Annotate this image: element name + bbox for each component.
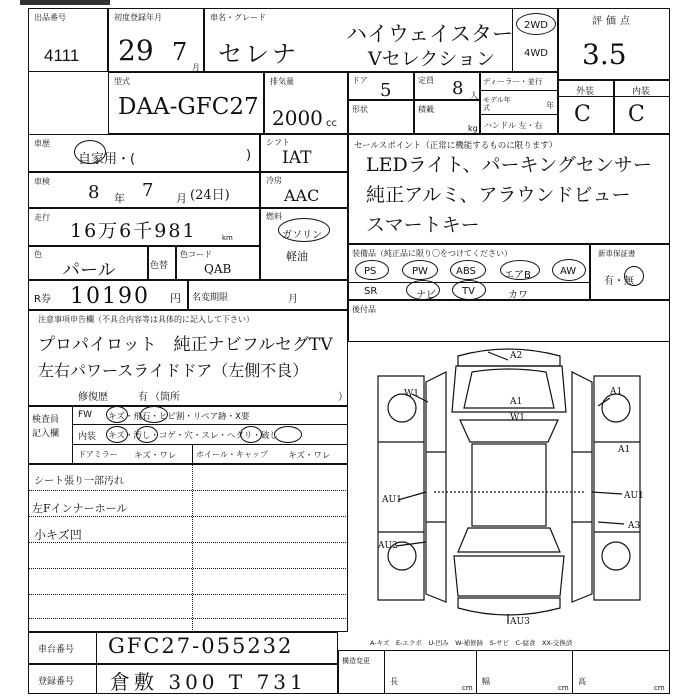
kg-unit: kg <box>468 124 478 133</box>
equip-pw: PW <box>412 266 428 277</box>
shift-label: シフト <box>266 138 290 147</box>
inspector-label1: 検査員 <box>32 415 60 425</box>
leader-au1-right <box>592 492 622 494</box>
exterior-value: C <box>574 102 591 127</box>
note-rule <box>28 618 348 619</box>
capacity-label: 定員 <box>418 76 434 85</box>
sales-line3: スマートキー <box>366 214 480 236</box>
equipment-header: 装備品（純正品に限り〇をつけてください） <box>352 249 512 258</box>
mark-a1-hood: A1 <box>510 397 523 407</box>
mark-a2: A2 <box>510 351 523 361</box>
fw-scratch-circle <box>106 406 128 423</box>
aircon-value: AAC <box>284 186 320 205</box>
equip-navi: ナビ <box>416 290 436 301</box>
displacement-label: 排気量 <box>270 77 294 86</box>
hood-inner <box>464 369 554 408</box>
notes-header: 注意事項申告欄（不具合内容等は具体的に記入して下さい） <box>38 315 254 324</box>
leader-au1-left <box>398 492 426 500</box>
equip-abs-circle <box>450 260 486 280</box>
interior-label: 内装 <box>632 87 651 97</box>
equip-leather: カワ <box>508 290 528 301</box>
structure-box <box>338 650 670 694</box>
dealer-label: ディーラー・並行 <box>483 77 543 86</box>
car-name: セレナ <box>218 40 299 68</box>
left-side <box>426 372 446 602</box>
inspector-row-wheel-text: キズ・ワレ <box>288 451 331 461</box>
size-cm2: cm <box>558 684 569 692</box>
type-value: DAA-GFC27 <box>118 94 259 120</box>
note-rule <box>28 516 348 517</box>
front-bumper <box>458 349 560 366</box>
mark-a1-right-front: A1 <box>610 387 623 397</box>
right-profile <box>594 376 640 600</box>
sales-header: セールスポイント（正常に機能するものに限ります） <box>354 141 558 151</box>
interior-dirt-circle <box>136 426 158 443</box>
roof <box>472 444 546 526</box>
fuel-gas: ガソリン <box>282 230 322 241</box>
km-unit: km <box>222 234 233 242</box>
fuel-diesel: 軽油 <box>286 250 308 263</box>
grade-line2: Vセレクション <box>368 48 495 70</box>
first-reg-label: 初度登録年月 <box>114 13 162 22</box>
history-value: 自家用・( <box>78 152 136 167</box>
sales-line2: 純正アルミ、アラウンドビュー <box>366 184 631 206</box>
exterior-label: 外装 <box>576 87 595 97</box>
drive-2wd: 2WD <box>524 20 548 31</box>
cc-unit: cc <box>326 118 337 129</box>
score-label: 評価点 <box>592 16 634 27</box>
shape-label: 形状 <box>352 105 368 114</box>
equip-pw-circle <box>402 260 438 280</box>
structure-divider3 <box>572 650 573 694</box>
equip-airbag: エアB <box>504 270 531 281</box>
rear-window <box>458 528 560 552</box>
inspector-mid-divider <box>192 444 193 464</box>
inspector-row-interior-label: 内装 <box>78 432 97 442</box>
history-circle <box>74 140 106 164</box>
aircon-label: 冷房 <box>266 176 282 185</box>
inspector-row-wheel-label: ホイール・キャップ <box>196 450 268 459</box>
sales-line1: LEDライト、パーキングセンサー <box>366 154 652 176</box>
note-rule <box>28 594 348 595</box>
drive-4wd: 4WD <box>524 48 548 59</box>
dealer-divider <box>480 90 558 91</box>
right-side <box>572 372 592 602</box>
frame-label: 車台番号 <box>38 645 75 655</box>
car-diagram <box>348 342 670 634</box>
displacement-value: 2000 <box>272 106 323 130</box>
recycle-value: 10190 <box>70 284 150 309</box>
post-fit-box <box>348 300 670 342</box>
year-divider <box>480 114 558 115</box>
corner-mark <box>20 0 110 5</box>
notes-line1: プロパイロット 純正ナビフルセグTV <box>38 335 333 355</box>
mileage-value: 16万6千981 <box>70 220 197 242</box>
warranty-circle <box>624 266 644 286</box>
equip-sr: SR <box>364 286 378 297</box>
repair-location: （箇所 <box>150 392 180 403</box>
first-reg-month-unit: 月 <box>192 63 200 72</box>
rear-hatch <box>454 556 564 596</box>
structure-label: 構造変更 <box>342 657 370 665</box>
equip-navi-circle <box>406 280 440 300</box>
color-label: 色 <box>34 250 42 259</box>
diagram-legend: A-キズ E-エクボ U-凹み W-補修跡 S-サビ C-腐食 XX-交換済 <box>370 639 573 647</box>
mark-w1-hood: W1 <box>510 413 525 423</box>
mark-au1-left: AU1 <box>382 495 402 505</box>
mark-a3: A3 <box>628 521 641 531</box>
inspector-row-mirror-label: ドアミラー <box>78 450 118 459</box>
capacity-value: 8 <box>452 78 464 99</box>
wheel-front-right <box>602 394 630 422</box>
type-label: 型式 <box>114 77 130 86</box>
grade-line1: ハイウェイスター <box>346 22 513 46</box>
inspector-row-line2 <box>72 444 348 445</box>
model-year-label: モデル年式 <box>483 96 511 112</box>
repair-label: 修復歴 <box>78 392 108 403</box>
lot-label: 出品番号 <box>34 13 66 22</box>
equip-airbag-circle <box>500 260 540 280</box>
mark-au1-right: AU1 <box>624 491 644 501</box>
name-change-label: 名変期限 <box>192 293 229 303</box>
structure-divider1 <box>384 650 385 694</box>
hood <box>452 366 566 412</box>
fuel-label: 燃料 <box>266 212 282 221</box>
inspection-year-unit: 年 <box>114 192 125 205</box>
equip-tv-circle <box>452 280 486 300</box>
note-col-divider <box>192 464 193 632</box>
inspector-col-divider <box>72 406 73 464</box>
history-box <box>28 134 260 172</box>
inspector-label2: 記入欄 <box>32 429 60 439</box>
left-profile <box>378 376 424 600</box>
rear-bumper <box>458 598 560 615</box>
structure-divider2 <box>476 650 477 694</box>
mileage-label: 走行 <box>34 213 50 222</box>
handle-label: ハンドル 左・右 <box>484 121 543 130</box>
color-code-label: 色コード <box>180 250 212 259</box>
leader-a3 <box>598 522 624 524</box>
note-rule <box>28 490 348 491</box>
leader-a2 <box>488 352 508 360</box>
load-label: 積載 <box>418 105 434 114</box>
drive-2wd-circle <box>516 13 556 35</box>
first-reg-year: 29 <box>118 34 154 67</box>
equip-abs: ABS <box>456 266 476 277</box>
leader-a1-right <box>598 398 610 406</box>
size-cm3: cm <box>654 684 665 692</box>
recycle-label: R券 <box>34 294 51 305</box>
equip-ps-circle <box>355 260 389 280</box>
notes-line2: 左右パワースライドドア（左側不良） <box>38 361 309 380</box>
equip-tv: TV <box>462 286 475 297</box>
inspector-row-mirror-text: キズ・ワレ <box>134 451 177 461</box>
equip-aw: AW <box>560 266 577 277</box>
size-cm1: cm <box>462 684 473 692</box>
inspection-year: 8 <box>88 182 100 203</box>
interior-sag-circle <box>274 426 302 443</box>
interior-scratch-circle <box>106 426 128 443</box>
fuel-gas-circle <box>278 218 330 242</box>
color-value: パール <box>62 260 116 281</box>
recycle-yen: 円 <box>170 292 181 305</box>
mark-au2: AU2 <box>378 541 398 551</box>
shift-value: IAT <box>282 148 312 168</box>
fw-chip-circle <box>140 406 168 423</box>
frame-value: GFC27-055232 <box>108 634 294 658</box>
reg-label: 登録番号 <box>38 677 75 687</box>
inspector-row-line1 <box>72 424 348 425</box>
repair-value: 有 <box>138 392 148 403</box>
repair-close: ） <box>338 392 348 403</box>
inspector-row-fw-text: キズ・飛石・ヒビ割・リペア跡・X要 <box>108 412 250 422</box>
size-label2: 幅 <box>482 677 490 686</box>
inspection-day: (24日) <box>190 188 230 203</box>
mark-w1-left: W1 <box>404 389 419 399</box>
color-code-value: QAB <box>204 262 232 276</box>
mark-a1-right-mid: A1 <box>618 445 631 455</box>
history-label: 車歴 <box>34 139 50 148</box>
reg-value: 倉敷 300 T 731 <box>110 670 307 694</box>
size-label1: 長 <box>390 677 398 686</box>
warranty-label: 新車保証書 <box>598 249 636 258</box>
equip-aw-circle <box>552 259 586 281</box>
model-label: 車名・グレード <box>210 13 266 22</box>
inspector-row-interior-text: キズ・汚し・コゲ・穴・スレ・ヘタリ・破し <box>108 431 278 441</box>
inspection-label: 車検 <box>34 177 50 186</box>
wheel-rear-right <box>602 542 630 570</box>
size-label3: 高 <box>578 677 586 686</box>
inspector-row-fw-label: FW <box>78 410 93 420</box>
history-close: ) <box>246 148 252 163</box>
inspection-month: 7 <box>142 180 154 201</box>
windshield <box>460 420 558 442</box>
post-fit-label: 後付品 <box>352 305 376 314</box>
inspection-month-unit: 月 <box>176 192 187 205</box>
note-rule <box>28 568 348 569</box>
interior-value: C <box>628 102 645 127</box>
interior-wear-circle <box>240 426 262 443</box>
doors-value: 5 <box>380 80 392 101</box>
year-unit: 年 <box>546 101 554 110</box>
mark-au3: AU3 <box>510 617 530 627</box>
capacity-unit: 人 <box>470 91 478 100</box>
warranty-value: 有・無 <box>604 276 634 287</box>
equip-ps: PS <box>364 266 377 277</box>
score-value: 3.5 <box>582 38 627 71</box>
doors-label: ドア <box>352 76 368 85</box>
inspector-note3: 小キズ凹 <box>34 528 82 542</box>
color-change-label: 色替 <box>150 261 169 271</box>
lot-value: 4111 <box>44 46 80 65</box>
inspector-note2: 左Fインナーホール <box>32 502 128 515</box>
name-change-month: 月 <box>288 294 298 305</box>
first-reg-month: 7 <box>172 38 188 66</box>
inspector-note1: シート張り一部汚れ <box>34 476 124 487</box>
